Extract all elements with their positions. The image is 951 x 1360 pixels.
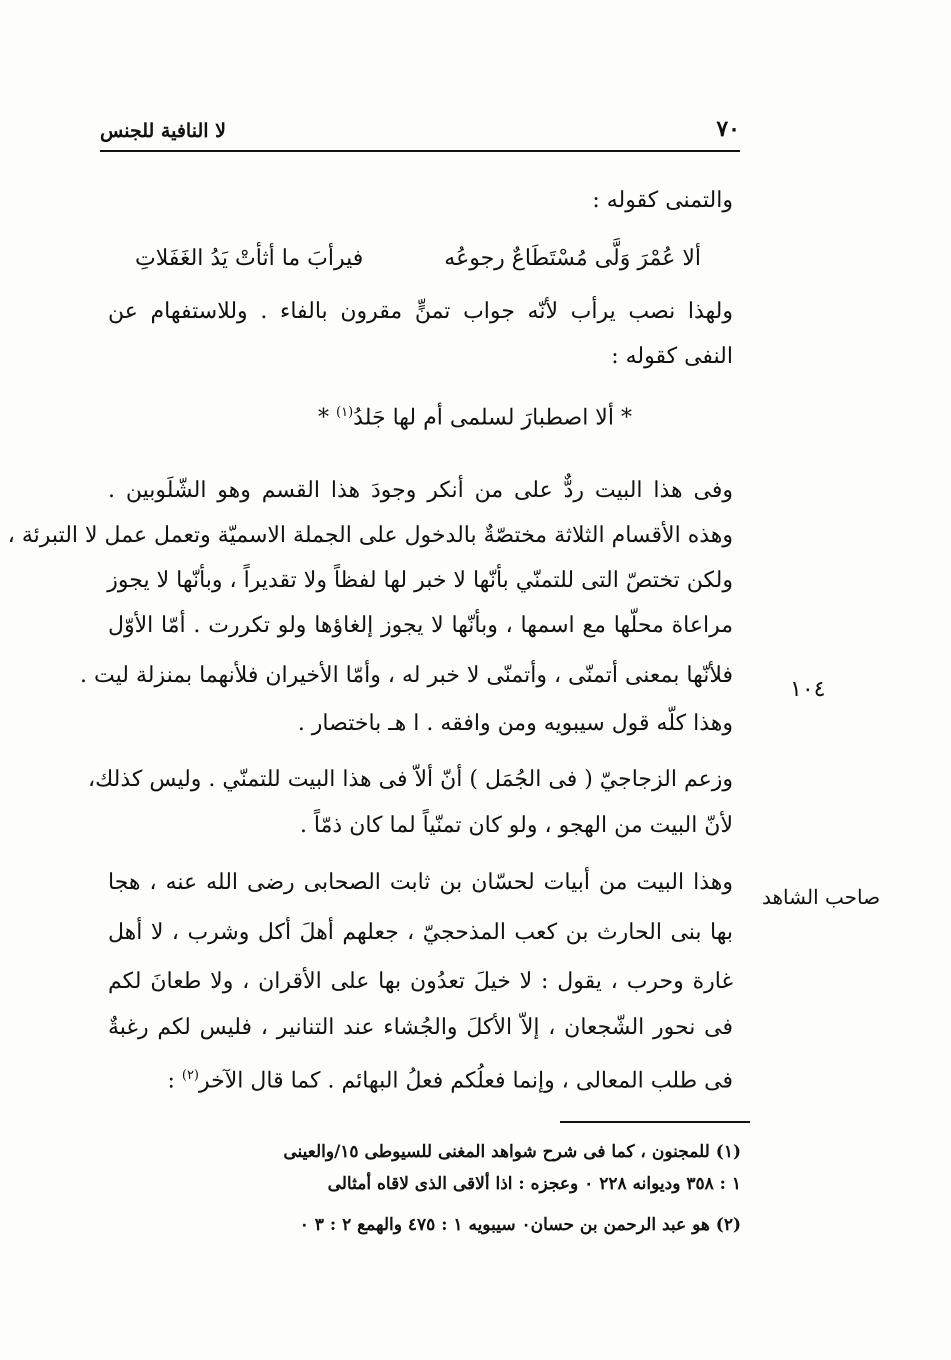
margin-reference-number: ١٠٤ (790, 677, 826, 702)
body-text: : (167, 1068, 175, 1094)
footnote-1-line-2: ١ : ٣٥٨ وديوانه ٢٢٨ ٠ وعجزه : اذا ألاقى الذى لاقاه أمثالى (327, 1174, 741, 1194)
footnote-1-line-1: (١) للمجنون ، كما فى شرح شواهد المغنى للسيوطى ١٥/والعينى (283, 1142, 741, 1162)
body-line: غارة وحرب ، يقول : لا خيلَ تعدُون بها على الأقران ، ولا طعانَ لكم (108, 969, 733, 994)
body-line: بها بنى الحارث بن كعب المذحجيّ ، جعلهم أهلَ أكل وشرب ، لا أهل (108, 920, 733, 945)
footnote-2: (٢) هو عبد الرحمن بن حسان٠ سيبويه ١ : ٤٧٥ والهمع ٢ : ٣ ٠ (299, 1215, 741, 1235)
body-line (108, 1061, 733, 1096)
body-line: النفى كقوله : (611, 344, 733, 369)
body-line: وهذا البيت من أبيات لحسّان بن ثابت الصحابى رضى الله عنه ، هجا (108, 870, 733, 895)
footnote-rule (560, 1121, 750, 1123)
verse-hemistich-first: ألا عُمْرَ وَلَّى مُسْتَطَاعٌ رجوعُه (444, 246, 701, 271)
verse-hemistich-second: فيرأبَ ما أثأتْ يَدُ الغَفَلاتِ (135, 246, 364, 271)
body-line: وزعم الزجاجيّ ( فى الجُمَل ) أنّ ألاّ فى هذا البيت للتمنّي . وليس كذلك، (88, 767, 733, 792)
body-line: لأنّ البيت من الهجو ، ولو كان تمنّياً لما كان ذمّاً . (299, 813, 733, 838)
body-line: وهذه الأقسام الثلاثة مختصّةٌ بالدخول على الجملة الاسميّة وتعمل عمل لا التبرئة ، (7, 523, 733, 548)
verse-marker: * (318, 405, 330, 431)
body-line: والتمنى كقوله : (592, 188, 733, 213)
body-text: فى طلب المعالى ، وإنما فعلُكم فعلُ البهائم . كما قال الآخر (199, 1068, 733, 1094)
running-title: لا النافية للجنس (100, 120, 226, 142)
header-rule (100, 150, 740, 152)
body-line: وفى هذا البيت ردٌّ على من أنكر وجودَ هذا القسم وهو الشّلَوبين . (108, 478, 733, 503)
body-line: مراعاة محلّها مع اسمها ، وبأنّها لا يجوز إلغاؤها ولو تكررت . أمّا الأوّل (108, 613, 733, 638)
verse-text: * ألا اصطبارَ لسلمى أم لها جَلدُ (353, 405, 632, 431)
footnote-ref: (١) (336, 405, 354, 420)
body-line: ولكن تختصّ التى للتمنّي بأنّها لا خبر لها لفظاً ولا تقديراً ، وبأنّها لا يجوز (107, 568, 733, 593)
body-line: وهذا كلّه قول سيبويه ومن وافقه . ا هـ باختصار . (297, 711, 733, 736)
body-line: فلأنّها بمعنى أتمنّى ، وأتمنّى لا خبر له ، وأمّا الأخيران فلأنهما بمنزلة ليت . (80, 663, 733, 688)
page-number: ٧٠ (716, 116, 740, 142)
body-line: ولهذا نصب يرأب لأنّه جواب تمنٍّ مقرون بالفاء . وللاستفهام عن (108, 299, 733, 324)
footnote-ref: (٢) (181, 1068, 199, 1083)
margin-note-label: صاحب الشاهد (762, 885, 881, 909)
body-line: فى نحور الشّجعان ، إلاّ الأكلَ والجُشاء عند التنانير ، فليس لكم رغبةٌ (108, 1015, 733, 1040)
verse-line (255, 398, 695, 433)
